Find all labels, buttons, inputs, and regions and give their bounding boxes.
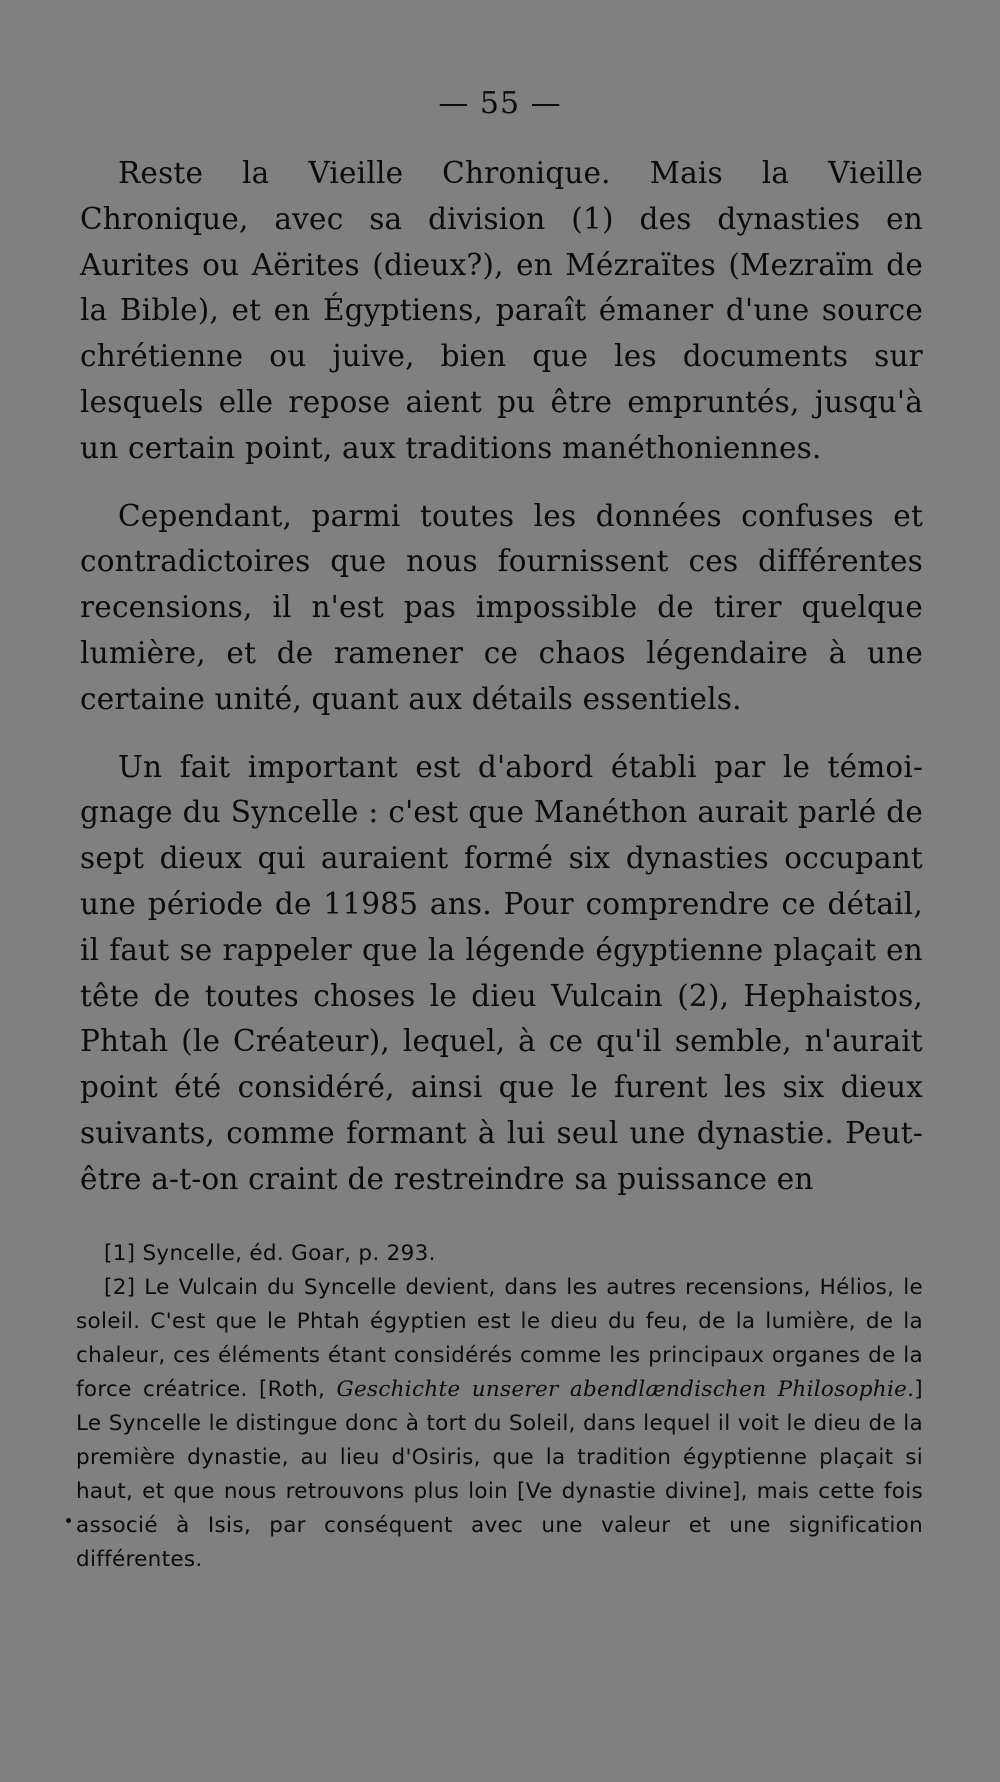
footnote-2-text-end: ] Le Syncelle le distingue donc à tort du Soleil, dans lequel il voit le dieu de la première dynastie, au lieu d'Osiris, que la tradition égyptienne plaçait si haut, et que nous retrouvons plus loin [Ve dynastie divine], mais cette fois associé à Isis, par conséquent avec une valeur et une signification différentes.	[76, 1377, 923, 1572]
paragraph-fait-important: Un fait important est d'abord établi par le témoignage du Syncelle : c'est que Manéthon aurait parlé de sept dieux qui auraient formé six dynasties occupant une période de 11985 ans. Pour comprendre ce détail, il faut se rappeler que la légende égyptienne plaçait en tête de toutes choses le dieu Vulcain (2), Hephaistos, Phtah (le Créateur), lequel, à ce qu'il semble, n'aurait point été considéré, ainsi que le furent les six dieux suivants, comme formant à lui seul une dynastie. Peut-être a-t-on craint de restreindre sa puissance en	[80, 749, 923, 1196]
footnotes	[76, 1237, 923, 1577]
page-number: — 55 —	[438, 86, 562, 121]
footnote-2-text-start: [2] Le Vulcain du Syncelle devient, dans les autres recensions, Hélios, le soleil. C'est que le Phtah égyptien est le dieu du feu, de la lumière, de la chaleur, ces éléments étant considérés comme les principaux organes de la force créatrice. [Roth,	[76, 1275, 923, 1402]
footnote-1: [1] Syncelle, éd. Goar, p. 293.	[104, 1241, 436, 1266]
body-text	[80, 151, 923, 1203]
paragraph-vieille-chronique: Reste la Vieille Chronique. Mais la Vieille Chronique, avec sa division (1) des dynasties en Aurites ou Aërites (dieux?), en Mézraïtes (Mezraïm de la Bible), et en Égyptiens, paraît émaner d'une source chrétienne ou juive, bien que les documents sur lesquels elle repose aient pu être empruntés, jusqu'à un certain point, aux traditions manéthoniennes.	[80, 156, 923, 465]
margin-dot-mark	[66, 1518, 71, 1523]
paragraph-donnees-confuses: Cependant, parmi toutes les données confuses et contradictoires que nous fournissent ces différentes recensions, il n'est pas impossible de tirer quelque lumière, et de ramener ce chaos légendaire à une certaine unité, quant aux détails essentiels.	[80, 498, 923, 716]
footnote-2	[76, 1271, 923, 1577]
footnote-2-book-title: Geschichte unserer abendlændischen Philosophie.	[336, 1377, 915, 1402]
